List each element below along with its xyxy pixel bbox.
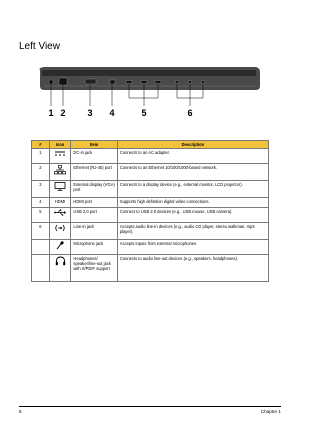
- usb-port-c: [155, 81, 161, 84]
- header-item: Item: [71, 141, 117, 149]
- callout-label-5: 5: [141, 108, 147, 118]
- table-row: [32, 223, 269, 240]
- table-row: [32, 198, 269, 208]
- row-description: Connects to an AC adapter.: [117, 149, 268, 164]
- row-item: DC-in jack: [71, 149, 117, 164]
- line-in-icon: [54, 224, 66, 232]
- row-description: Connects to audio line-out devices (e.g., speakers, headphones).: [117, 255, 268, 282]
- ethernet-icon: [54, 165, 66, 175]
- row-description: Supports high definition digital video connections.: [117, 198, 268, 208]
- header-num: #: [32, 141, 50, 149]
- callout-label-3: 3: [87, 108, 93, 118]
- table-row: [32, 181, 269, 198]
- headphones-icon: [55, 256, 66, 266]
- header-icon: Icon: [49, 141, 71, 149]
- headphone-port: [201, 80, 204, 83]
- row-icon-text: HDMI: [49, 198, 71, 208]
- ethernet-port: [59, 78, 67, 85]
- row-num: [32, 255, 50, 282]
- microphone-port: [188, 80, 191, 83]
- row-item: HDMI port: [71, 198, 117, 208]
- callout-label-4: 4: [109, 108, 115, 118]
- table-header-row: [32, 141, 269, 149]
- row-num: 1: [32, 149, 50, 164]
- row-num: 3: [32, 181, 50, 198]
- chapter-label: Chapter 1: [260, 409, 281, 414]
- usb-icon: [54, 209, 66, 216]
- row-item: USB 2.0 port: [71, 208, 117, 223]
- table-row: [32, 164, 269, 181]
- usb-port-b: [141, 81, 147, 84]
- microphone-icon: [55, 241, 65, 250]
- row-description: Connects to a display device (e.g., external monitor, LCD projector).: [117, 181, 268, 198]
- laptop-left-side-figure: [30, 58, 262, 118]
- table-row: [32, 240, 269, 255]
- row-num: 5: [32, 208, 50, 223]
- row-num: 2: [32, 164, 50, 181]
- callout-label-2: 2: [60, 108, 66, 118]
- vga-port: [85, 79, 96, 84]
- page-title: Left View: [19, 41, 60, 52]
- row-description: Connect to USB 2.0 devices (e.g., USB mouse, USB camera).: [117, 208, 268, 223]
- row-num: 6: [32, 223, 50, 240]
- row-item: Line-in jack: [71, 223, 117, 240]
- row-item: Ethernet (RJ-45) port: [71, 164, 117, 181]
- table-row: [32, 208, 269, 223]
- header-description: Description: [117, 141, 268, 149]
- row-num: 4: [32, 198, 50, 208]
- row-item: External display (VGA) port: [71, 181, 117, 198]
- laptop-lid-seam: [42, 70, 256, 76]
- external-display-icon: [54, 182, 66, 191]
- footer-divider: [19, 406, 281, 407]
- table-row: [32, 255, 269, 282]
- row-description: Accepts inputs from external microphones.: [117, 240, 268, 255]
- callout-label-6: 6: [187, 108, 193, 118]
- table-row: [32, 149, 269, 164]
- row-description: Connects to an Ethernet 10/100/1000-based network.: [117, 164, 268, 181]
- row-item: Headphones/ speaker/line-out jack with S/PDIF support: [71, 255, 117, 282]
- hdmi-port: [110, 80, 115, 84]
- row-num: [32, 240, 50, 255]
- row-description: Accepts audio line-in devices (e.g., audio CD player, stereo walkman, mp3 player).: [117, 223, 268, 240]
- usb-port-a: [126, 81, 132, 84]
- callout-label-1: 1: [48, 108, 54, 118]
- dc-in-icon: [54, 150, 66, 158]
- row-item: Microphone jack: [71, 240, 117, 255]
- page-number: 8: [19, 409, 22, 414]
- dc-in-port: [49, 80, 53, 84]
- ports-table: [31, 140, 269, 282]
- line-in-port: [175, 80, 178, 83]
